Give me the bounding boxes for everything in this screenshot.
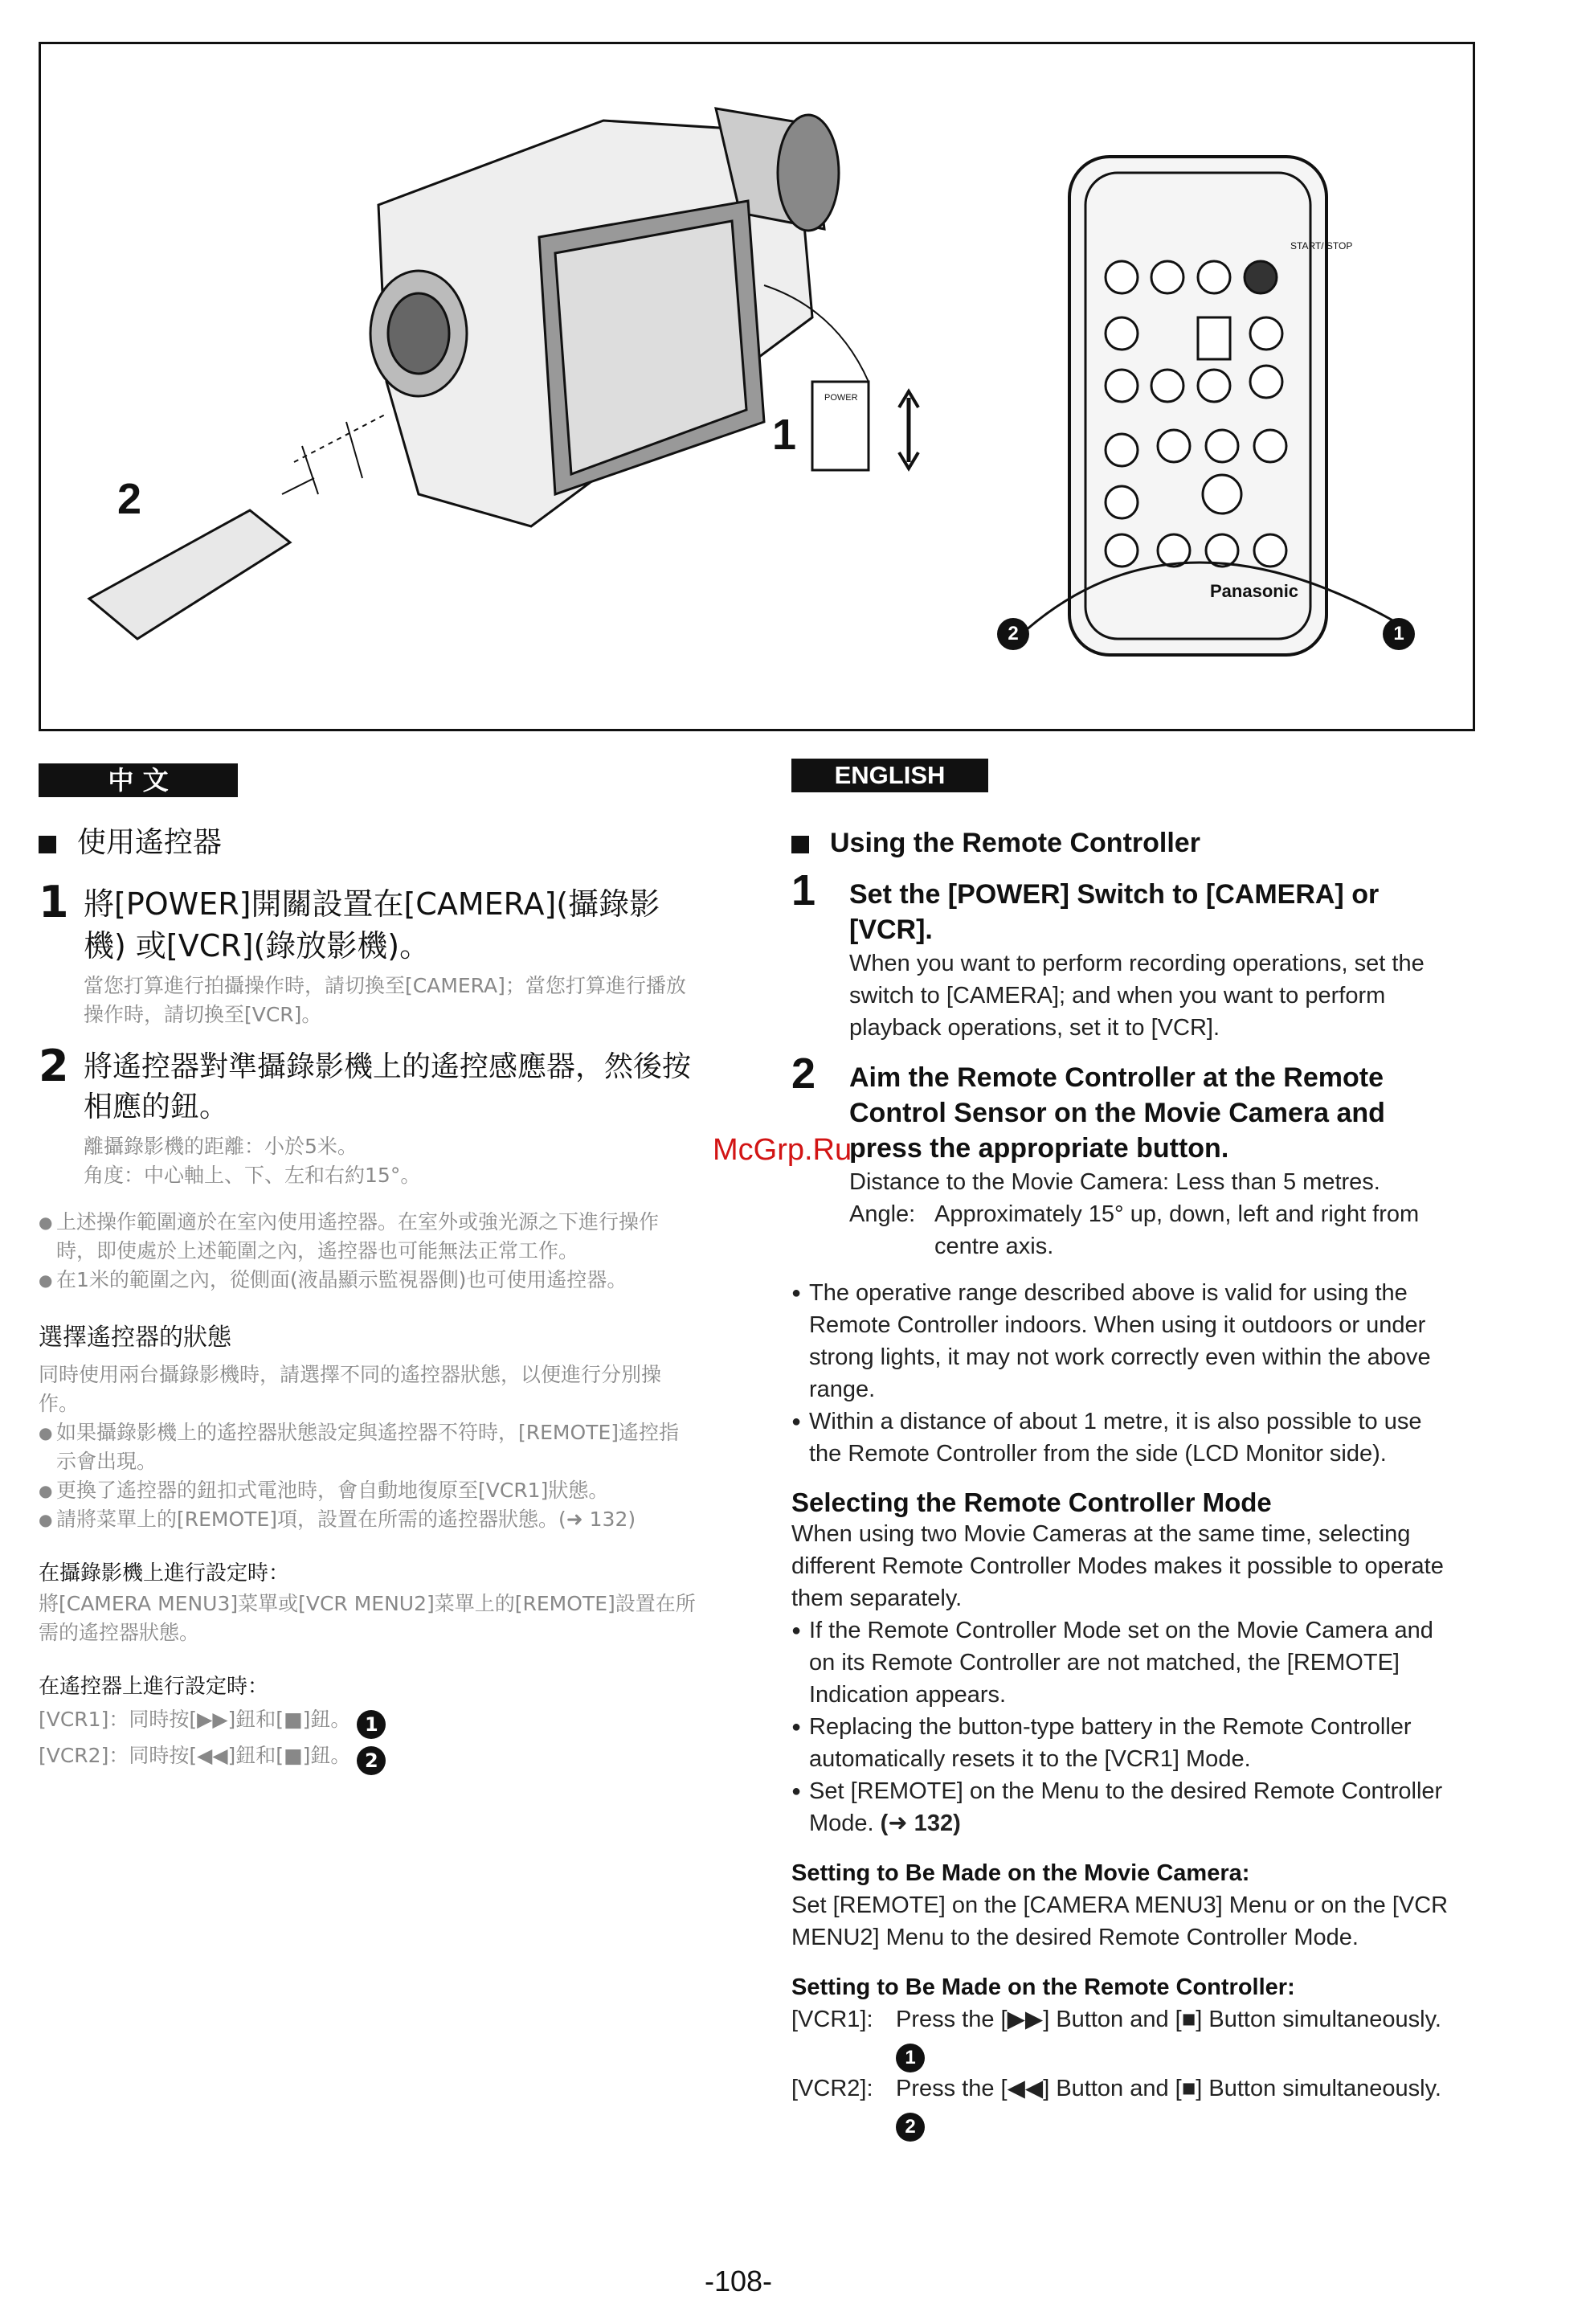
remote-brand-label: Panasonic (1210, 581, 1299, 601)
en-vcr2-key: [VCR2]: (791, 2076, 873, 2101)
cn-circ-1: 1 (357, 1710, 386, 1739)
en-step2-title: Aim the Remote Controller at the Remote Control Sensor on the Movie Camera and press the appropriate button. (849, 1062, 1385, 1164)
figure-callout-1: 1 (1383, 618, 1415, 650)
cn-vcr2-line: [VCR2]：同時按[◀◀]鈕和[■]鈕。 2 (39, 1739, 697, 1775)
cn-mode-bullet-3: ● 請將菜單上的[REMOTE]項，設置在所需的遙控器狀態。(➜ 132) (39, 1505, 697, 1534)
en-vcr1-key: [VCR1]: (791, 2007, 873, 2032)
cn-step2-number: 2 (39, 1041, 69, 1091)
en-camset-title: Setting to Be Made on the Movie Camera: (791, 1860, 1250, 1886)
en-angle-key: Angle: (849, 1201, 916, 1227)
cn-step1-number: 1 (39, 877, 69, 927)
cn-step1-title: 將[POWER]開關設置在[CAMERA](攝錄影機) 或[VCR](錄放影機)。 (84, 886, 660, 964)
en-step1-number: 1 (791, 866, 816, 914)
en-section-title: Using the Remote Controller (791, 828, 1450, 859)
cn-camset-body: 將[CAMERA MENU3]菜單或[VCR MENU2]菜單上的[REMOTE]設置在所需的遙控器狀態。 (39, 1592, 696, 1644)
figure-callout-2: 2 (997, 618, 1029, 650)
remote-start-stop-label: START/ STOP (1290, 240, 1353, 252)
en-remset-title: Setting to Be Made on the Remote Controller: (791, 1974, 1295, 2000)
cn-mode-title: 選擇遙控器的狀態 (39, 1324, 231, 1352)
en-mode-bullet-2: ● Replacing the button-type battery in the Remote Controller automatically resets it to the [VCR1] Mode. (791, 1711, 1450, 1775)
illustration-frame (39, 42, 1475, 731)
en-mode-bullet-1: ● If the Remote Controller Mode set on the Movie Camera and on its Remote Controller are not matched, the [REMOTE] Indication appears. (791, 1614, 1450, 1711)
cn-mode-bullet-1: ● 如果攝錄影機上的遙控器狀態設定與遙控器不符時，[REMOTE]遙控指示會出現。 (39, 1418, 697, 1476)
english-column (791, 828, 1450, 2142)
en-vcr2-row: [VCR2]: Press the [◀◀] Button and [■] Button simultaneously. 2 (791, 2072, 1450, 2142)
en-mode-body: When using two Movie Cameras at the same time, selecting different Remote Controller Modes makes it possible to operate them separately. (791, 1521, 1444, 1611)
cn-section-title: 使用遙控器 (39, 820, 697, 861)
cn-circ-2: 2 (357, 1746, 386, 1775)
cn-step2-angle: 角度：中心軸上、下、左和右約15°。 (84, 1164, 421, 1187)
en-bullet-1: ● The operative range described above is valid for using the Remote Controller indoors. When using it outdoors or under strong lights, it may not work correctly even within the above range. (791, 1277, 1450, 1405)
cn-step2-title: 將遙控器對準攝錄影機上的遙控感應器，然後按相應的鈕。 (84, 1050, 692, 1123)
en-vcr1-row: [VCR1]: Press the [▶▶] Button and [■] Button simultaneously. 1 (791, 2003, 1450, 2072)
en-bullet-2: ● Within a distance of about 1 metre, it is also possible to use the Remote Controller from the side (LCD Monitor side). (791, 1405, 1450, 1470)
cn-bullet-2: ● 在1米的範圍之內，從側面(液晶顯示監視器側)也可使用遙控器。 (39, 1266, 697, 1295)
camera-illustration (41, 44, 1473, 729)
en-step1-body: When you want to perform recording operations, set the switch to [CAMERA]; and when you want to perform playback operations, set it to [VCR]. (849, 951, 1425, 1041)
en-circ-1: 1 (896, 2044, 925, 2072)
cn-camset-title: 在攝錄影機上進行設定時： (39, 1561, 290, 1585)
cn-bullet-1: ● 上述操作範圍適於在室內使用遙控器。在室外或強光源之下進行操作時，即使處於上述範圍之內，遙控器也可能無法正常工作。 (39, 1208, 697, 1266)
figure-label-1: 1 (772, 411, 797, 459)
chinese-column (39, 820, 697, 1775)
en-step1-title: Set the [POWER] Switch to [CAMERA] or [VCR]. (849, 879, 1380, 945)
en-mode-title: Selecting the Remote Controller Mode (791, 1487, 1272, 1517)
cn-mode-bullet-2: ● 更換了遙控器的鈕扣式電池時，會自動地復原至[VCR1]狀態。 (39, 1476, 697, 1505)
en-angle-value: Approximately 15° up, down, left and right from centre axis. (934, 1201, 1420, 1259)
watermark: McGrp.Ru (713, 1133, 852, 1167)
en-step2-distance: Distance to the Movie Camera: Less than 5 metres. (849, 1169, 1380, 1195)
cn-mode-body: 同時使用兩台攝錄影機時，請選擇不同的遙控器狀態，以便進行分別操作。 (39, 1363, 662, 1415)
en-mode-bullet-3: ● Set [REMOTE] on the Menu to the desired Remote Controller Mode. (➜ 132) (791, 1775, 1450, 1839)
switch-power-label: POWER (824, 393, 858, 403)
en-circ-2: 2 (896, 2113, 925, 2142)
chinese-header: 中 文 (39, 763, 238, 797)
cn-step1-body: 當您打算進行拍攝操作時，請切換至[CAMERA]；當您打算進行播放操作時，請切換至[VCR]。 (84, 974, 686, 1026)
cn-vcr1-line: [VCR1]：同時按[▶▶]鈕和[■]鈕。 1 (39, 1703, 697, 1739)
en-step2-number: 2 (791, 1049, 816, 1098)
page-number: -108- (705, 2265, 773, 2297)
english-header: ENGLISH (791, 759, 988, 792)
en-step2-angle (849, 1198, 1450, 1262)
en-camset-body: Set [REMOTE] on the [CAMERA MENU3] Menu or on the [VCR MENU2] Menu to the desired Remote Controller Mode. (791, 1892, 1449, 1950)
cn-step2-distance: 離攝錄影機的距離：小於5米。 (84, 1135, 358, 1158)
en-mode-ref: (➜ 132) (880, 1811, 961, 1836)
figure-label-2: 2 (117, 475, 142, 523)
cn-remset-title: 在遙控器上進行設定時： (39, 1675, 269, 1699)
